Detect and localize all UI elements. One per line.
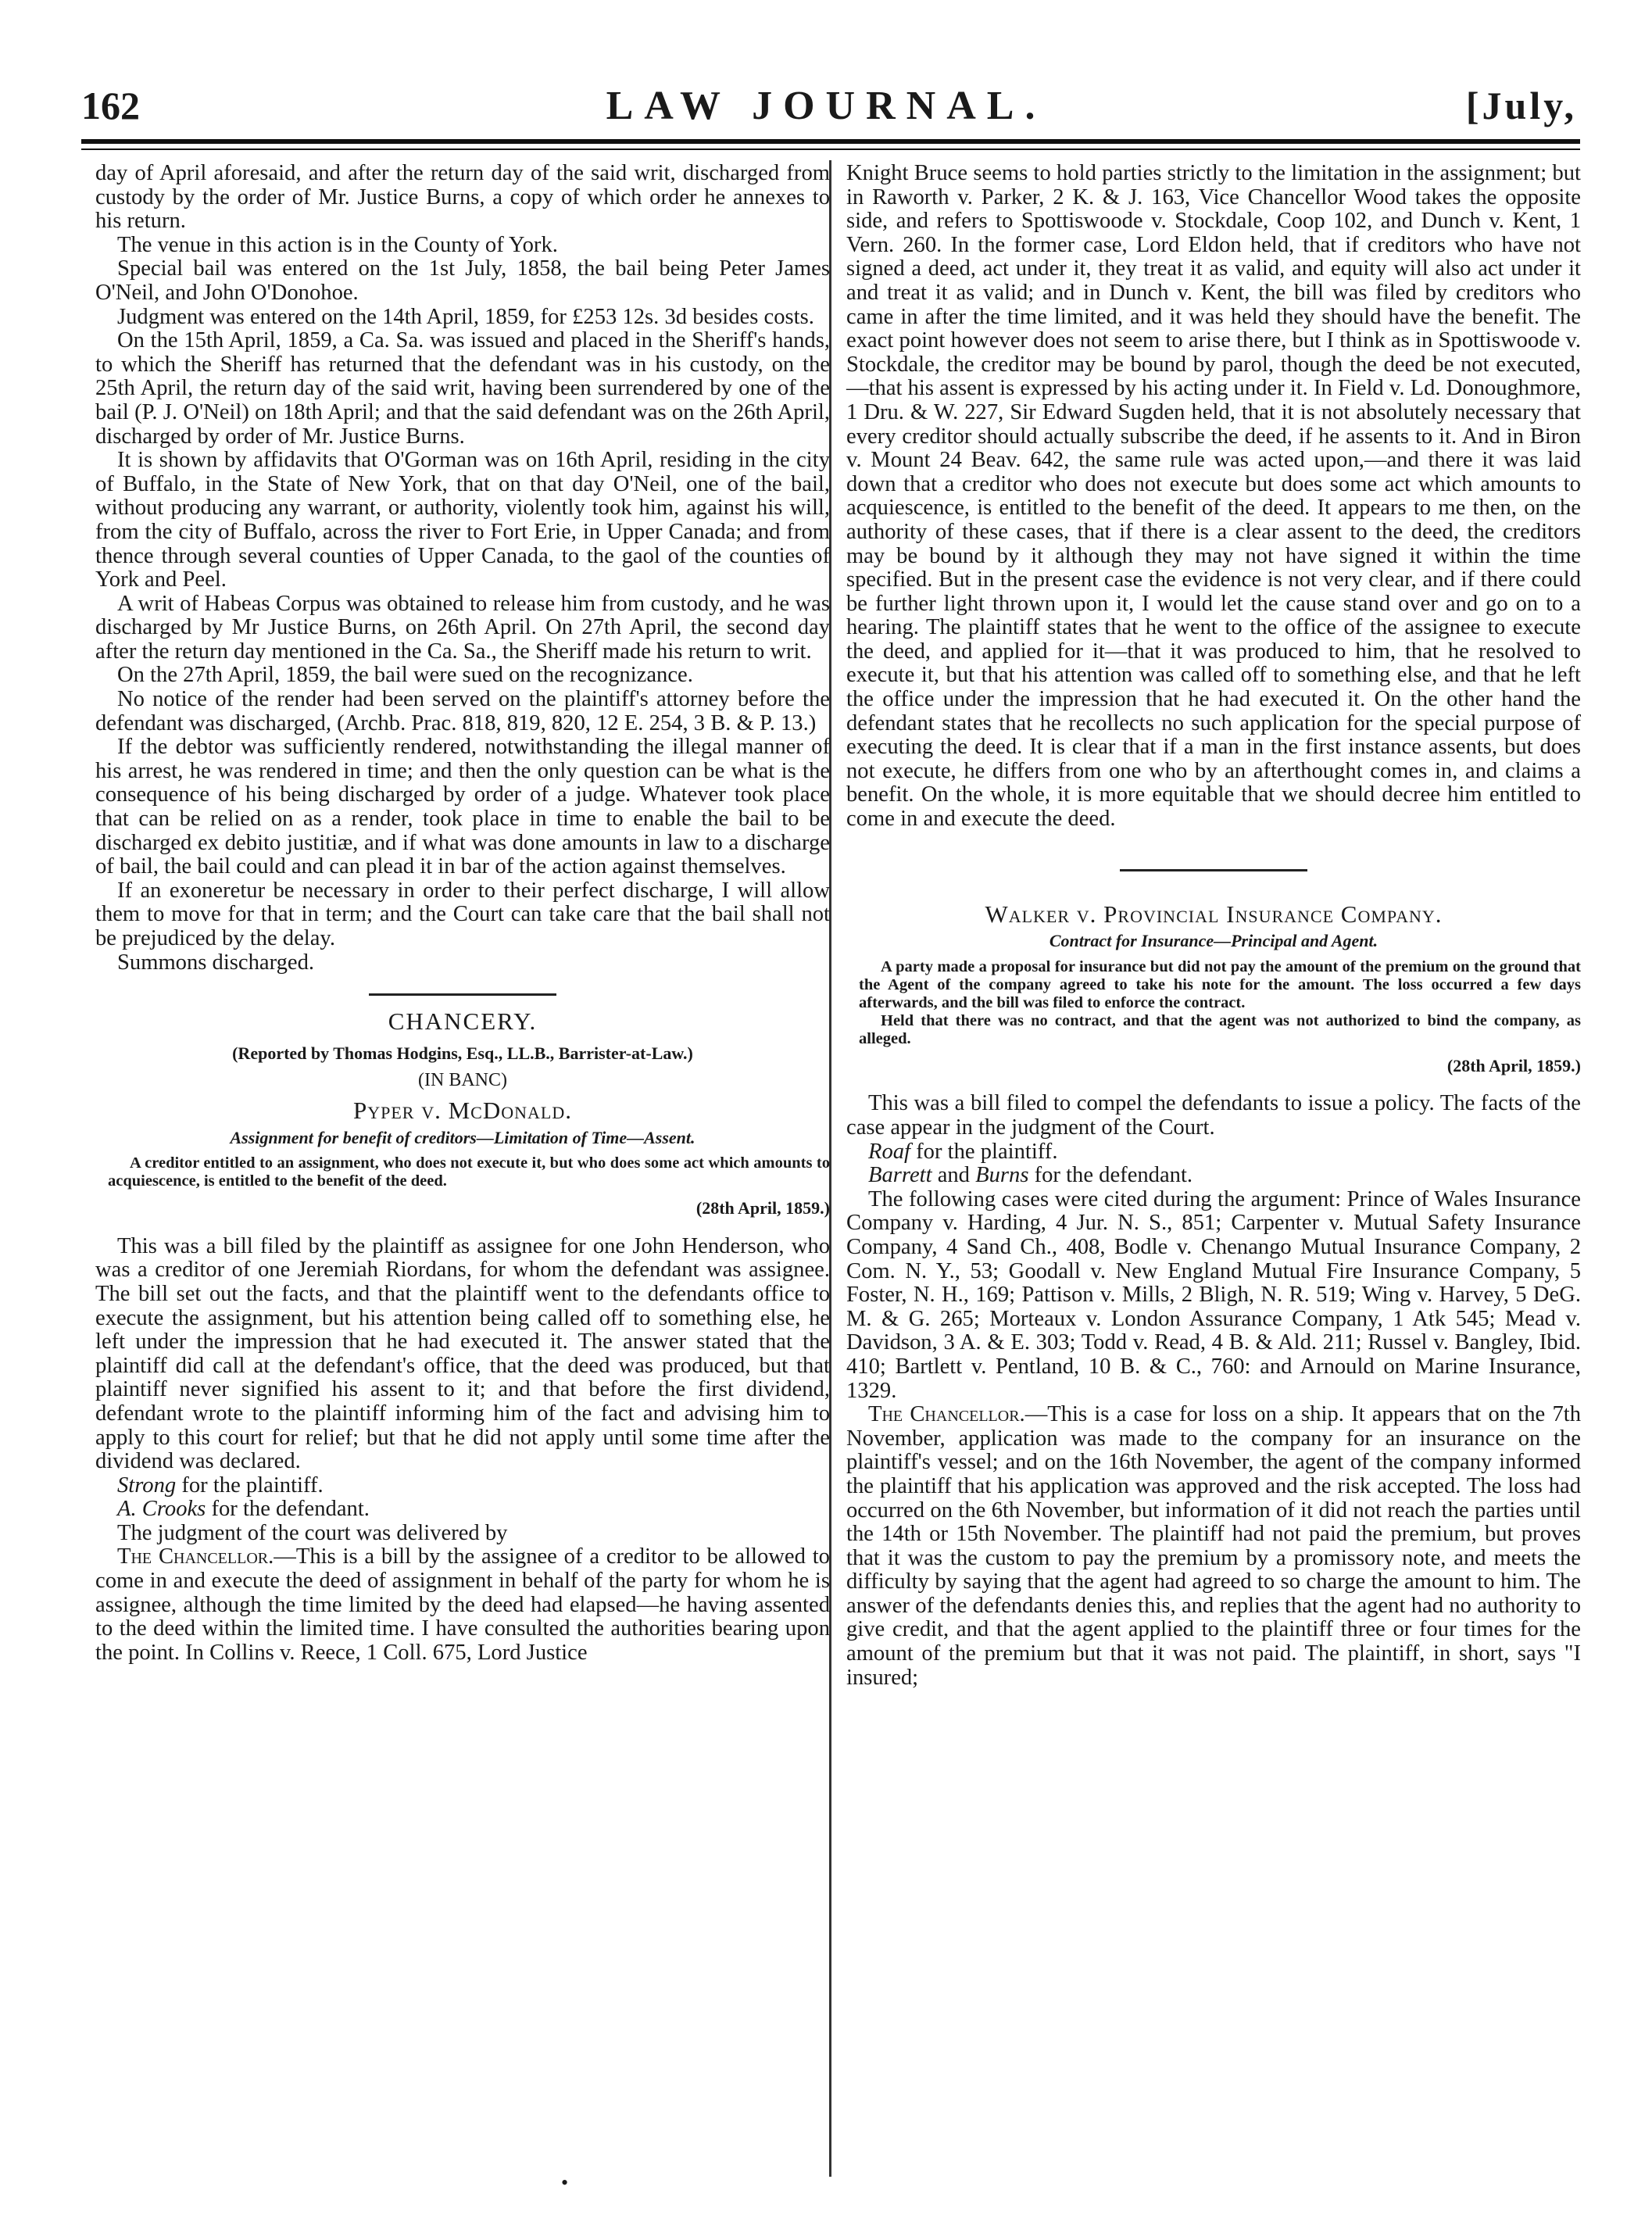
case-subject: Assignment for benefit of creditors—Limitation of Time—Assent. [230, 1127, 695, 1147]
paragraph: If the debtor was sufficiently rendered, notwithstanding the illegal manner of his arrest, he was rendered in time; and then the only question can be what is the consequence of his being discharged by order of a judge. Whatever took place that can be relied on as a render, took place in time to enable the bail to be discharged ex debito justitiæ, and if what was done amounts in law to a discharge of bail, the bail could and can plead it in bar of the action against themselves. [95, 735, 830, 879]
counsel-line: A. Crooks for the defendant. [117, 1497, 370, 1522]
reporter-credit: (Reported by Thomas Hodgins, Esq., LL.B., Barrister-at-Law.) [232, 1043, 693, 1063]
counsel-line: Barrett and Burns for the defendant. [868, 1163, 1193, 1188]
paragraph: This was a bill filed to compel the defendants to issue a policy. The facts of the case appear in the judgment of the Court. [846, 1091, 1581, 1140]
right-column [846, 162, 1581, 1690]
judge-name: The Chancellor. [117, 1544, 274, 1569]
header-rule-thin [81, 149, 1580, 150]
running-title: LAW JOURNAL. [606, 84, 1046, 128]
paragraph: The judgment of the court was delivered by [117, 1520, 508, 1545]
header-rule-thick [81, 139, 1580, 144]
headnote-held: Held that there was no contract, and that the agent was not authorized to bind the company, as alleged. [859, 1011, 1581, 1047]
page-mark: • [561, 2171, 569, 2194]
judgment-paragraph: The Chancellor.—This is a case for loss on a ship. It appears that on the 7th November, application was made to the company for an insurance on the plaintiff's vessel; and on the 16th November, the agent of the company informed the plaintiff that his application was approved and the risk accepted. The loss had occurred on the 6th November, but information of it did not reach the parties until the 14th or 15th November. The plaintiff had not paid the premium, but proves that it was the custom to pay the premium by a promissory note, and meets the difficulty by saying that the agent had agreed to so charge the amount to him. The answer of the defendants denies this, and replies that the agent had no authority to give credit, and that the agent applied to the plaintiff three or four times for the amount of the premium but that it was not paid. The plaintiff, in short, says "I insured; [846, 1402, 1581, 1690]
paragraph: A writ of Habeas Corpus was obtained to release him from custody, and he was discharged by Mr Justice Burns, on 26th April. On 27th April, the second day after the return day mentioned in the Ca. Sa., the Sheriff made his return to writ. [95, 591, 830, 664]
counsel-name: Burns [975, 1163, 1029, 1188]
section-divider [1120, 869, 1307, 871]
paragraph: It is shown by affidavits that O'Gorman was on 16th April, residing in the city of Buffalo, in the State of New York, that on that day O'Neil, one of the bail, without producing any warrant, or authority, violently took him, against his will, from the city of Buffalo, across the river to Fort Erie, in Upper Canada; and from thence through several counties of Upper Canada, to the gaol of the counties of York and Peel. [95, 448, 830, 592]
left-column [95, 162, 830, 1665]
headnote: A party made a proposal for insurance but did not pay the amount of the premium on the ground that the Agent of the company agreed to take his note for the amount. The loss occurred a few days afterwards, and the bill was filed to enforce the contract. [859, 957, 1581, 1011]
counsel-line: Roaf for the plaintiff. [868, 1139, 1058, 1164]
case-title: Walker v. Provincial Insurance Company. [985, 900, 1443, 928]
counsel-name: Strong [117, 1473, 177, 1498]
paragraph: On the 27th April, 1859, the bail were sued on the recognizance. [117, 663, 693, 688]
case-title: Pyper v. McDonald. [353, 1096, 572, 1124]
counsel-name: A. Crooks [117, 1497, 206, 1522]
paragraph: On the 15th April, 1859, a Ca. Sa. was issued and placed in the Sheriff's hands, to which the Sheriff has returned that the defendant was in his custody, on the 25th April, the return day of the said writ, having been surrendered by one of the bail (P. J. O'Neil) on 18th April; and that the said defendant was on the 26th April, discharged by order of Mr. Justice Burns. [95, 328, 830, 449]
page-number: 162 [81, 84, 140, 127]
judge-name: The Chancellor. [868, 1402, 1025, 1427]
paragraph: Knight Bruce seems to hold parties strictly to the limitation in the assignment; but in Raworth v. Parker, 2 K. & J. 163, Vice Chancellor Wood takes the opposite side, and refers to Spottiswoode v. Stockdale, Coop 102, and Dunch v. Kent, 1 Vern. 260. In the former case, Lord Eldon held, that if creditors who have not signed a deed, act under it, they treat it as valid, and equity will also act under it and treat it as valid; and in Dunch v. Kent, the bill was filed by creditors who came in after the time limited, and it was held they should have the benefit. The exact point however does not seem to arise there, but I think as in Spottiswoode v. Stockdale, the creditor may be bound by parol, though the deed be not executed,—that his assent is expressed by his acting under it. In Field v. Ld. Donoughmore, 1 Dru. & W. 227, Sir Edward Sugden held, that it is not absolutely necessary that every creditor should actually subscribe the deed, if he assents to it. And in Biron v. Mount 24 Beav. 642, the same rule was acted upon,—and there it was laid down that a creditor who does not execute but does some act which amounts to acquiescence, is entitled to the benefit of the deed. It appears to me then, on the authority of these cases, that if there is a clear assent to the deed, the creditors may be bound by it although they may not have signed it within the time specified. But in the present case the evidence is not very clear, and if there could be further light thrown upon it, I would let the cause stand over and go on to a hearing. The plaintiff states that he went to the office of the assignee to execute the deed, and applied for it—that it was produced to him, that he resolved to execute it, but that his attention was called off to something else, and that he left the office under the impression that he had executed it. On the other hand the defendant states that he recollects no such application for the special purpose of executing the deed. It is clear that if a man in the first instance assents, but does not execute, he differs from one who by an afterthought comes in, and claims a benefit. On the whole, it is more equitable that we should decree him entitled to come in and execute the deed. [846, 161, 1582, 832]
court-sitting: (IN BANC) [418, 1070, 507, 1091]
judgment-paragraph: The Chancellor.—This is a bill by the assignee of a creditor to be allowed to come in and execute the deed of assignment in behalf of the party for whom he is assignee, although the time limited by the deed had elapsed—he having assented to the deed within the limited time. I have consulted the authorities bearing upon the point. In Collins v. Reece, 1 Coll. 675, Lord Justice [95, 1544, 830, 1665]
case-subject: Contract for Insurance—Principal and Agent. [1049, 931, 1378, 951]
paragraph: Summons discharged. [117, 950, 315, 975]
cases-cited: The following cases were cited during the argument: Prince of Wales Insurance Company v. Harding, 4 Jur. N. S., 851; Carpenter v. Mutual Safety Insurance Company, 4 Sand Ch., 408, Bodle v. Chenango Mutual Insurance Company, 2 Com. N. Y., 53; Goodall v. New England Mutual Fire Insurance Company, 5 Foster, N. H., 169; Pattison v. Mills, 2 Bligh, N. R. 519; Wing v. Harvey, 5 DeG. M. & G. 265; Morteaux v. London Assurance Company, 1 Atk 545; Mead v. Davidson, 3 A. & E. 303; Todd v. Read, 4 B. & Ald. 211; Russel v. Bangley, Ibid. 410; Bartlett v. Pentland, 10 B. & C., 760: and Arnould on Marine Insurance, 1329. [846, 1186, 1581, 1403]
section-divider [369, 993, 556, 996]
running-month: [July, [1465, 84, 1577, 127]
headnote: A creditor entitled to an assignment, who does not execute it, but who does some act which amounts to acquiescence, is entitled to the benefit of the deed. [108, 1154, 830, 1190]
paragraph: The venue in this action is in the County of York. [117, 232, 558, 257]
counsel-line: Strong for the plaintiff. [117, 1473, 324, 1498]
section-title: CHANCERY. [388, 1007, 538, 1036]
paragraph: This was a bill filed by the plaintiff as assignee for one John Henderson, who was a creditor of one Jeremiah Riordans, for whom the defendant was assignee. The bill set out the facts, and that the plaintiff went to the defendants office to execute the assignment, but his attention being called off to something else, he left under the impression that he had executed it. The answer stated that the plaintiff did call at the defendant's office, that the deed was produced, but that plaintiff never signified his assent to it; and that before the first dividend, defendant wrote to the plaintiff informing him of the fact and advising him to apply to this court for relief; but that he did not apply until some time after the dividend was declared. [95, 1233, 830, 1474]
case-date: (28th April, 1859.) [695, 1198, 830, 1218]
paragraph: day of April aforesaid, and after the return day of the said writ, discharged from custody by the order of Mr. Justice Burns, a copy of which order he annexes to his return. [95, 161, 830, 234]
counsel-name: Roaf [868, 1139, 911, 1164]
paragraph: No notice of the render had been served on the plaintiff's attorney before the defendant was discharged, (Archb. Prac. 818, 819, 820, 12 E. 254, 3 B. & P. 13.) [95, 687, 830, 735]
paragraph: If an exoneretur be necessary in order to their perfect discharge, I will allow them to move for that in term; and the Court can take care that the bail shall not be prejudiced by the delay. [95, 878, 830, 950]
case-date: (28th April, 1859.) [1446, 1055, 1581, 1075]
paragraph: Special bail was entered on the 1st July, 1858, the bail being Peter James O'Neil, and John O'Donohoe. [95, 256, 830, 305]
paragraph: Judgment was entered on the 14th April, 1859, for £253 12s. 3d besides costs. [117, 304, 814, 329]
counsel-name: Barrett [868, 1163, 932, 1188]
